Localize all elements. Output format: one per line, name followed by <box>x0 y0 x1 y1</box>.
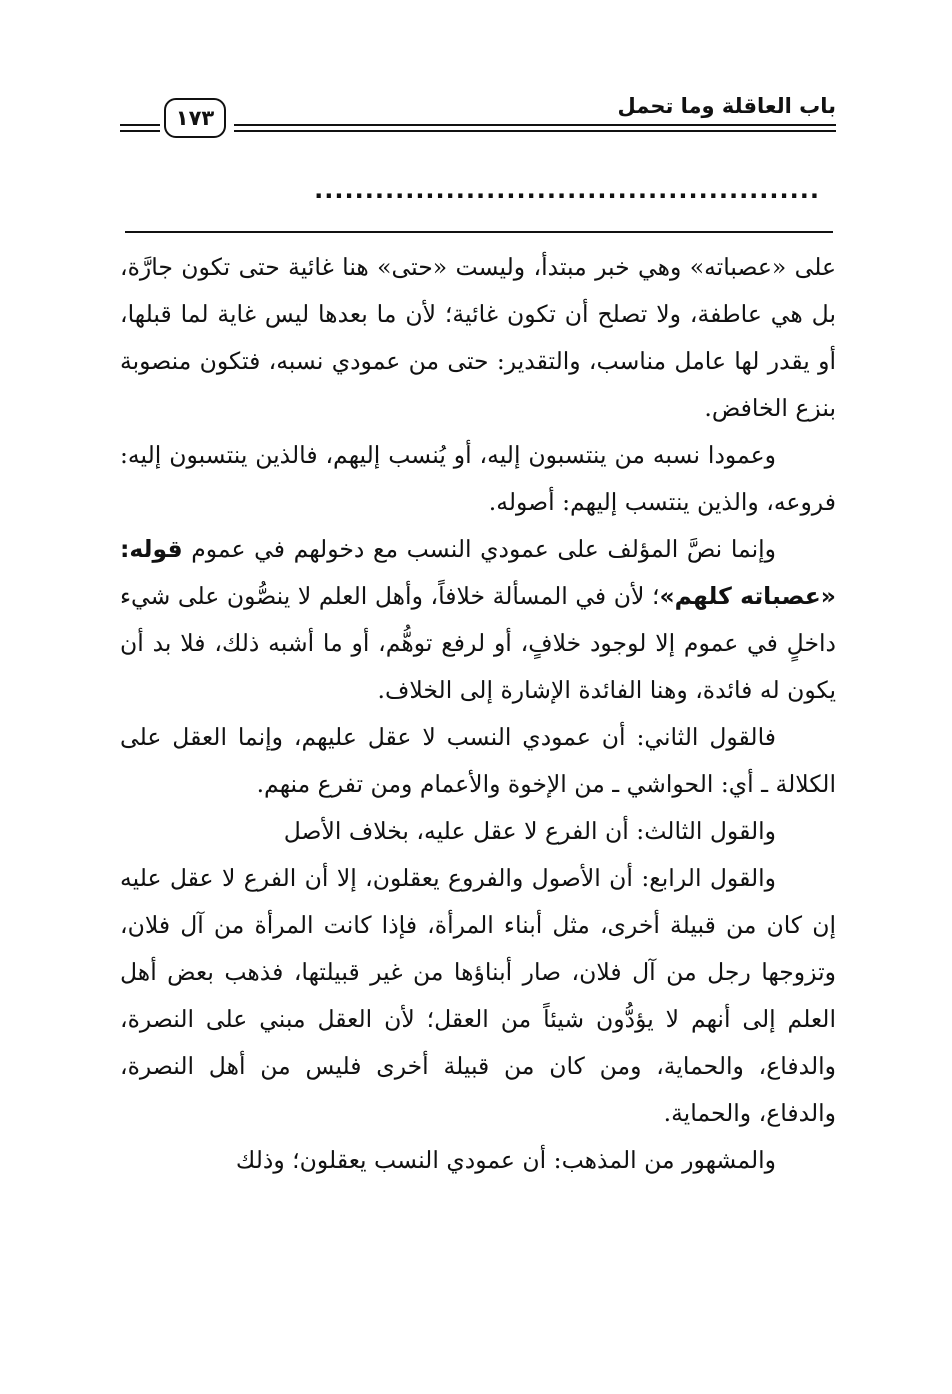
header-rule-right-lower <box>234 130 836 132</box>
text-separator-line <box>125 231 833 233</box>
header-rule-left-lower <box>120 130 160 132</box>
paragraph-4: فالقول الثاني: أن عمودي النسب لا عقل عليهم، وإنما العقل على الكلالة ـ أي: الحواشي ـ من الإخوة والأعمام ومن تفرع منهم. <box>120 723 836 798</box>
paragraph-3 <box>120 526 836 714</box>
body-text <box>120 244 836 1184</box>
paragraph-6: والقول الرابع: أن الأصول والفروع يعقلون، إلا أن الفرع لا عقل عليه إن كان من قبيلة أخرى، مثل أبناء المرأة، فإذا كانت المرأة من آل فلان، وتزوجها رجل من آل فلان، صار أبناؤها من غير قبيلتها، فذهب بعض أهل العلم إلى أنهم لا يؤدُّون شيئاً من العقل؛ لأن العقل مبني على النصرة، والدفاع، والحماية، ومن كان من قبيلة أخرى فليس من أهل النصرة، والدفاع، والحماية. <box>120 864 836 1127</box>
page-number: ١٧٣ <box>164 98 226 138</box>
dotted-separator: .................................................. <box>314 176 820 204</box>
header-rule-right <box>234 124 836 126</box>
paragraph-7: والمشهور من المذهب: أن عمودي النسب يعقلون؛ وذلك <box>235 1146 776 1174</box>
chapter-title: باب العاقلة وما تحمل <box>617 94 836 118</box>
header-rule-left <box>120 124 160 126</box>
paragraph-5: والقول الثالث: أن الفرع لا عقل عليه، بخلاف الأصل <box>283 817 776 845</box>
paragraph-1: على «عصباته» وهي خبر مبتدأ، وليست «حتى» هنا غائية حتى تكون جارَّة، بل هي عاطفة، ولا تصلح أن تكون غائية؛ لأن ما بعدها ليس غاية لما قبلها، أو يقدر لها عامل مناسب، والتقدير: حتى من عمودي نسبه، فتكون منصوبة بنزع الخافض. <box>120 253 836 422</box>
paragraph-3-text-b: ؛ لأن في المسألة خلافاً، وأهل العلم لا ينصُّون على شيء داخلٍ في عموم إلا لوجود خلافٍ، أو لرفع توهُّم، أو ما أشبه ذلك، فلا بد أن يكون له فائدة، وهنا الفائدة الإشارة إلى الخلاف. <box>120 582 836 704</box>
paragraph-3-bold-quote: قوله: «عصباته كلهم» <box>120 535 836 610</box>
paragraph-2: وعمودا نسبه من ينتسبون إليه، أو يُنسب إليهم، فالذين ينتسبون إليه: فروعه، والذين ينتسب إليهم: أصوله. <box>120 441 836 516</box>
page-header <box>120 92 836 152</box>
paragraph-3-text-a: وإنما نصَّ المؤلف على عمودي النسب مع دخولهم في عموم <box>182 535 776 563</box>
